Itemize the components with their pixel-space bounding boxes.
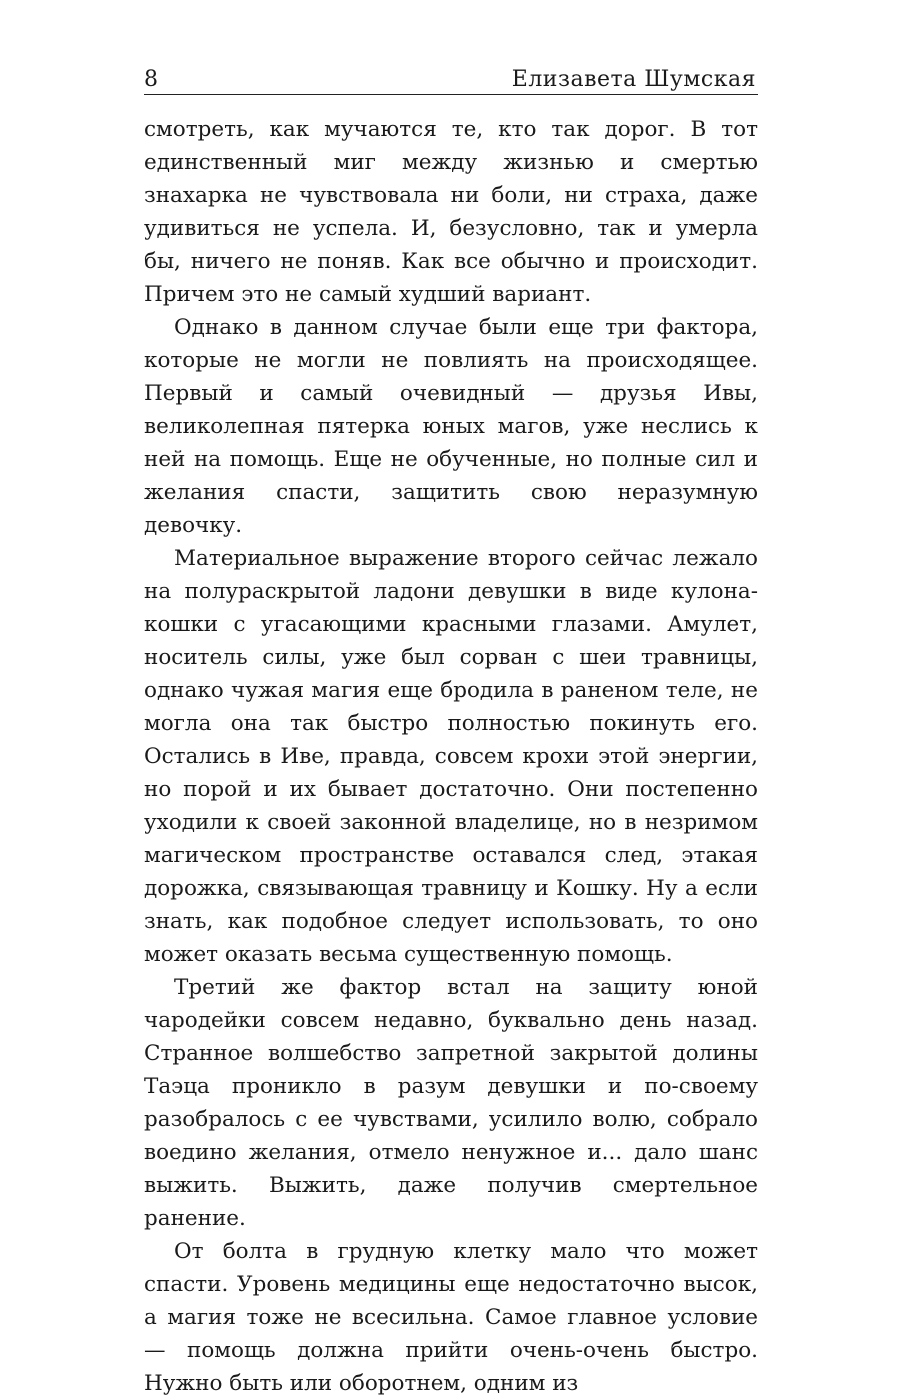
body-text (144, 113, 758, 1400)
book-page (144, 58, 758, 1400)
running-header (144, 58, 758, 95)
page-number: 8 (144, 67, 158, 92)
paragraph: Третий же фактор встал на защиту юной чародейки совсем недавно, буквально день назад. Странное волшебство запретной закрытой долины Таэца проникло в разум девушки и по-своему разобралось с ее чувствами, усилило волю, собрало воедино желания, отмело ненужное и... дало шанс выжить. Выжить, даже получив смертельное ранение. (144, 975, 758, 1231)
paragraph: От болта в грудную клетку мало что может спасти. Уровень медицины еще недостаточно высок, а магия тоже не всесильна. Самое главное условие — помощь должна прийти очень-очень быстро. Нужно быть или оборотнем, одним из (144, 1239, 758, 1396)
author-name: Елизавета Шумская (511, 67, 756, 92)
paragraph: Однако в данном случае были еще три фактора, которые не могли не повлиять на происходящее. Первый и самый очевидный — друзья Ивы, великолепная пятерка юных магов, уже неслись к ней на помощь. Еще не обученные, но полные сил и желания спасти, защитить свою неразумную девочку. (144, 315, 758, 538)
paragraph: Материальное выражение второго сейчас лежало на полураскрытой ладони девушки в виде кулона-кошки с угасающими красными глазами. Амулет, носитель силы, уже был сорван с шеи травницы, однако чужая магия еще бродила в раненом теле, не могла она так быстро полностью покинуть его. Остались в Иве, правда, совсем крохи этой энергии, но порой и их бывает достаточно. Они постепенно уходили к своей законной владелице, но в незримом магическом пространстве оставался след, этакая дорожка, связывающая травницу и Кошку. Ну а если знать, как подобное следует использовать, то оно может оказать весьма существенную помощь. (144, 546, 758, 967)
paragraph-continued: смотреть, как мучаются те, кто так дорог. В тот единственный миг между жизнью и смертью знахарка не чувствовала ни боли, ни страха, даже удивиться не успела. И, безусловно, так и умерла бы, ничего не поняв. Как все обычно и происходит. Причем это не самый худший вариант. (144, 117, 758, 307)
